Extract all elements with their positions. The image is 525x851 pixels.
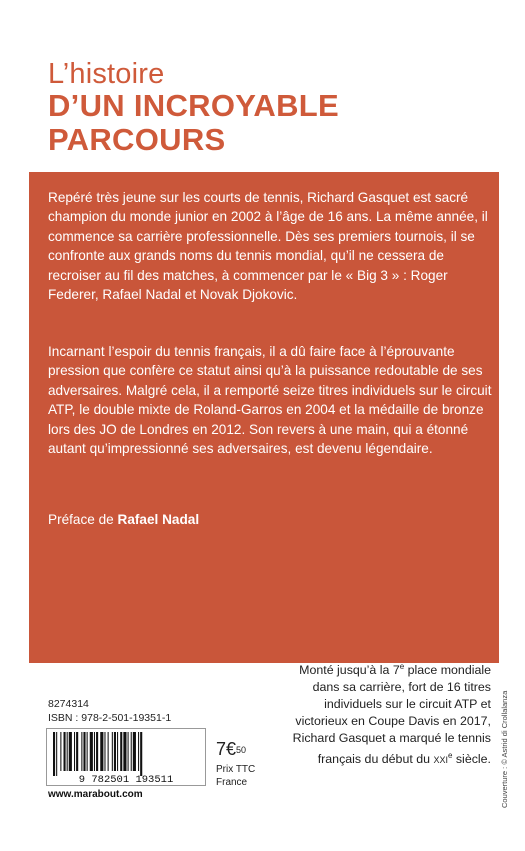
barcode-graphic (47, 729, 205, 785)
barcode-bar (94, 732, 95, 771)
bio-part-1: Monté jusqu’à la 7 (299, 663, 400, 678)
barcode-bar (138, 732, 139, 771)
barcode-bar (67, 732, 68, 771)
product-codes (48, 697, 171, 725)
barcode-bar (117, 732, 118, 771)
barcode-bar (69, 732, 72, 771)
bio-sup-1: e (399, 662, 405, 671)
preface-author: Rafael Nadal (117, 512, 200, 527)
barcode-bar (128, 732, 129, 771)
barcode-bar (104, 732, 105, 771)
preface-prefix: Préface de (48, 512, 118, 527)
barcode-bar (74, 732, 75, 771)
barcode-bar (123, 732, 126, 771)
barcode-bar (96, 732, 98, 771)
barcode-bar (76, 732, 78, 771)
preface-line (48, 512, 199, 527)
barcode-bar (56, 732, 57, 776)
summary-paragraph-1: Repéré très jeune sur les courts de tennis, Richard Gasquet est sacré champion du monde junior en 2002 à l’âge de 16 ans. La même année, il commence sa carrière professionnelle. Dès ses premiers tournois, il se confronte aux grands noms du tennis mondial, qu’il ne cessera de recroiser au fil des matches, à commencer par le « Big 3 » : Roger Federer, Rafael Nadal et Novak Djokovic. (48, 190, 488, 303)
title-line-3: PARCOURS (48, 122, 226, 157)
barcode-bar (83, 732, 85, 771)
barcode-bar (133, 732, 136, 771)
barcode-bar (100, 732, 103, 771)
barcode-bar (114, 732, 116, 771)
cover-credit: Couverture : © Astrid di Crollalanza (500, 690, 509, 808)
barcode-bar (87, 732, 88, 771)
summary-paragraph-2: Incarnant l’espoir du tennis français, il a dû faire face à l’éprouvante pression que confère ce statut ainsi qu’à la puissance redoutable de ses adversaires. Malgré cela, il a remporté seize titres individuels sur le circuit ATP, le double mixte de Roland-Garros en 2004 et la médaille de bronze lors des JO de Londres en 2012. Son revers à une main, qui a étonné autant qu’impressionné ses adversaires, est devenu légendaire. (48, 344, 492, 457)
price-cents: 50 (236, 745, 247, 755)
isbn: ISBN : 978-2-501-19351-1 (48, 712, 172, 724)
barcode-bar (81, 732, 82, 771)
bio-sup-2: e (447, 751, 453, 761)
bio-part-2: place mondiale dans sa carrière, fort de 16 titres individuels sur le circuit ATP et victorieux en Coupe Davis en 2017, Richard Gasquet a marqué le tennis français du début du (292, 663, 491, 767)
product-code: 8274314 (48, 698, 89, 710)
bio-century: XXI (433, 755, 448, 766)
barcode-bar (64, 732, 66, 771)
price (216, 740, 246, 758)
barcode-bar (120, 732, 122, 771)
barcode (46, 728, 206, 786)
title-bold (48, 89, 339, 157)
title-line-2: D’UN INCROYABLE (48, 88, 339, 123)
barcode-bar (131, 732, 132, 771)
price-label-country: France (216, 777, 248, 788)
author-bio (271, 658, 491, 769)
barcode-bar (108, 732, 109, 771)
barcode-bar (112, 732, 113, 771)
barcode-bar (60, 732, 61, 771)
barcode-bar (140, 732, 142, 776)
barcode-bar (90, 732, 93, 771)
summary-panel (29, 172, 499, 663)
bio-part-3: siècle. (452, 752, 491, 767)
price-label-ttc: Prix TTC (216, 764, 256, 775)
barcode-bar (53, 732, 55, 776)
price-main: 7€ (216, 739, 237, 759)
title-line-1: L’histoire (48, 58, 165, 90)
barcode-digits: 9 782501 193511 (78, 774, 174, 785)
price-label (216, 763, 255, 789)
publisher-website[interactable]: www.marabout.com (48, 789, 143, 800)
